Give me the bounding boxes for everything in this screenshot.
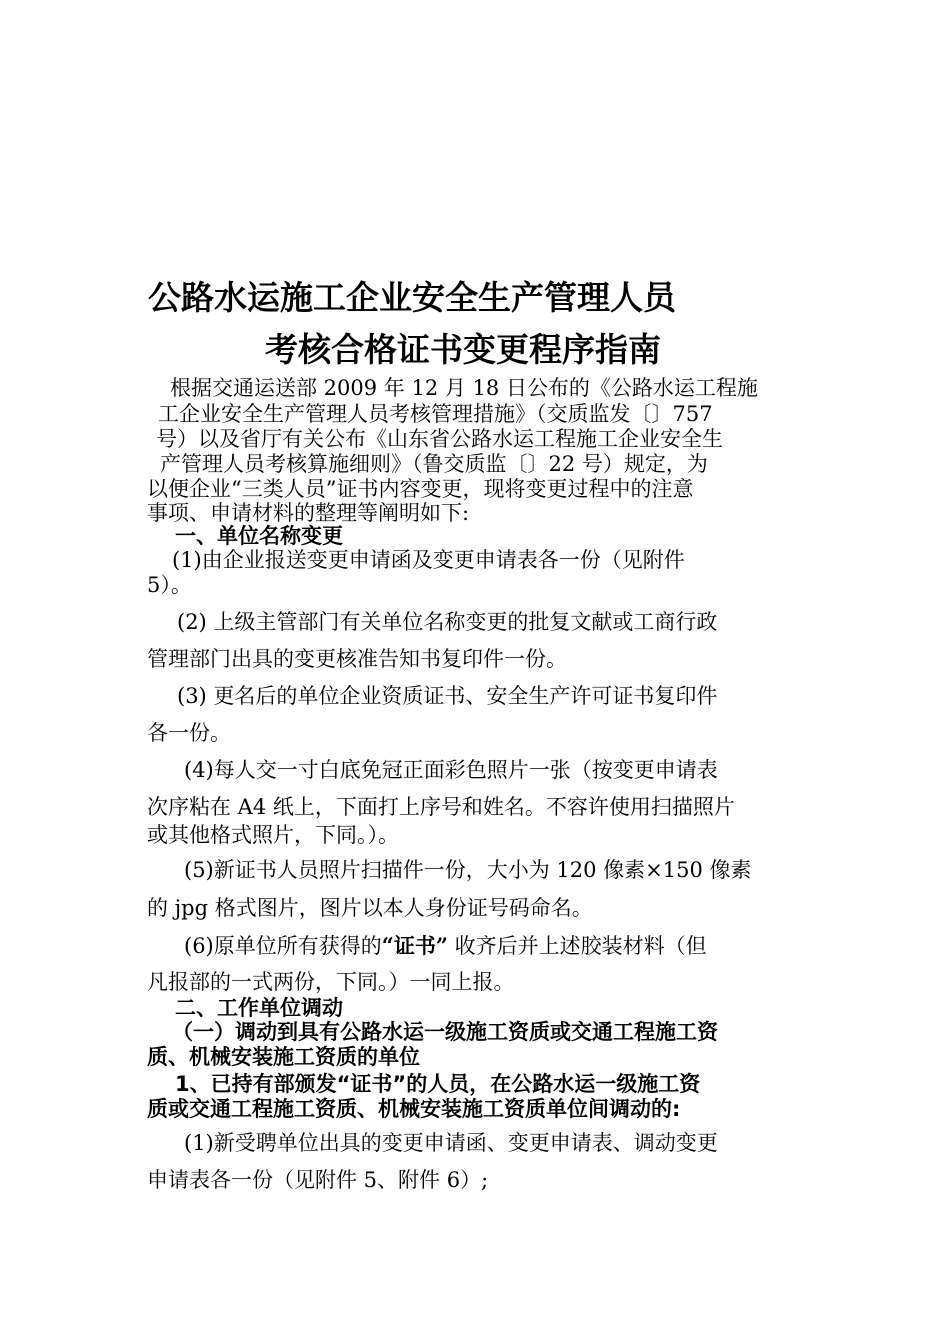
section-heading: 一、单位名称变更 bbox=[175, 524, 343, 548]
document-title-line2: 考核合格证书变更程序指南 bbox=[265, 330, 661, 369]
subsection-heading: 质、机械安装施工资质的单位 bbox=[147, 1045, 420, 1069]
list-item-text: 收齐后并上述胶装材料（但 bbox=[454, 934, 707, 958]
list-item: 各一份。 bbox=[147, 721, 231, 745]
list-item: 凡报部的一式两份，下同。）一同上报。 bbox=[147, 970, 515, 994]
list-item: 或其他格式照片，下同。）。 bbox=[147, 823, 399, 847]
intro-line: 以便企业“三类人员”证书内容变更，现将变更过程中的注意 bbox=[147, 477, 694, 501]
list-item-emphasis: “证书” bbox=[381, 933, 448, 958]
list-item: 申请表各一份（见附件 5、附件 6）; bbox=[147, 1168, 489, 1192]
subsection-heading: （一）调动到具有公路水运一级施工资质或交通工程施工资 bbox=[172, 1020, 718, 1044]
list-item: 次序粘在 A4 纸上，下面打上序号和姓名。不容许使用扫描照片 bbox=[147, 795, 735, 819]
list-item: (4)每人交一寸白底免冠正面彩色照片一张（按变更申请表 bbox=[184, 758, 718, 782]
list-item: (2) 上级主管部门有关单位名称变更的批复文献或工商行政 bbox=[177, 610, 718, 634]
list-item: (1)由企业报送变更申请函及变更申请表各一份（见附件 bbox=[172, 548, 685, 572]
list-item bbox=[184, 935, 707, 957]
list-item: 的 jpg 格式图片，图片以本人身份证号码命名。 bbox=[147, 896, 593, 920]
list-item: (3) 更名后的单位企业资质证书、安全生产许可证书复印件 bbox=[177, 684, 718, 708]
section-heading: 二、工作单位调动 bbox=[175, 996, 343, 1020]
list-item: (1)新受聘单位出具的变更申请函、变更申请表、调动变更 bbox=[184, 1131, 718, 1155]
intro-line: 事项、申请材料的整理等阐明如下: bbox=[147, 501, 470, 525]
subsection-heading: 1、已持有部颁发“证书”的人员，在公路水运一级施工资 bbox=[175, 1072, 701, 1096]
subsection-heading: 质或交通工程施工资质、机械安装施工资质单位间调动的: bbox=[147, 1097, 681, 1121]
intro-line: 根据交通运送部 2009 年 12 月 18 日公布的《公路水运工程施 bbox=[170, 376, 758, 400]
document-title-line1: 公路水运施工企业安全生产管理人员 bbox=[148, 278, 676, 317]
intro-line: 产管理人员考核算施细则》（鲁交质监〔〕22 号）规定，为 bbox=[160, 452, 708, 476]
list-item: 5）。 bbox=[147, 573, 192, 597]
list-item: (5)新证书人员照片扫描件一份，大小为 120 像素×150 像素 bbox=[184, 858, 752, 882]
intro-line: 号）以及省厅有关公布《山东省公路水运工程施工企业安全生 bbox=[156, 427, 723, 451]
list-item: 管理部门出具的变更核准告知书复印件一份。 bbox=[147, 647, 567, 671]
intro-line: 工企业安全生产管理人员考核管理措施》（交质监发〔〕757 bbox=[158, 402, 713, 426]
list-item-text: (6)原单位所有获得的 bbox=[184, 934, 382, 958]
